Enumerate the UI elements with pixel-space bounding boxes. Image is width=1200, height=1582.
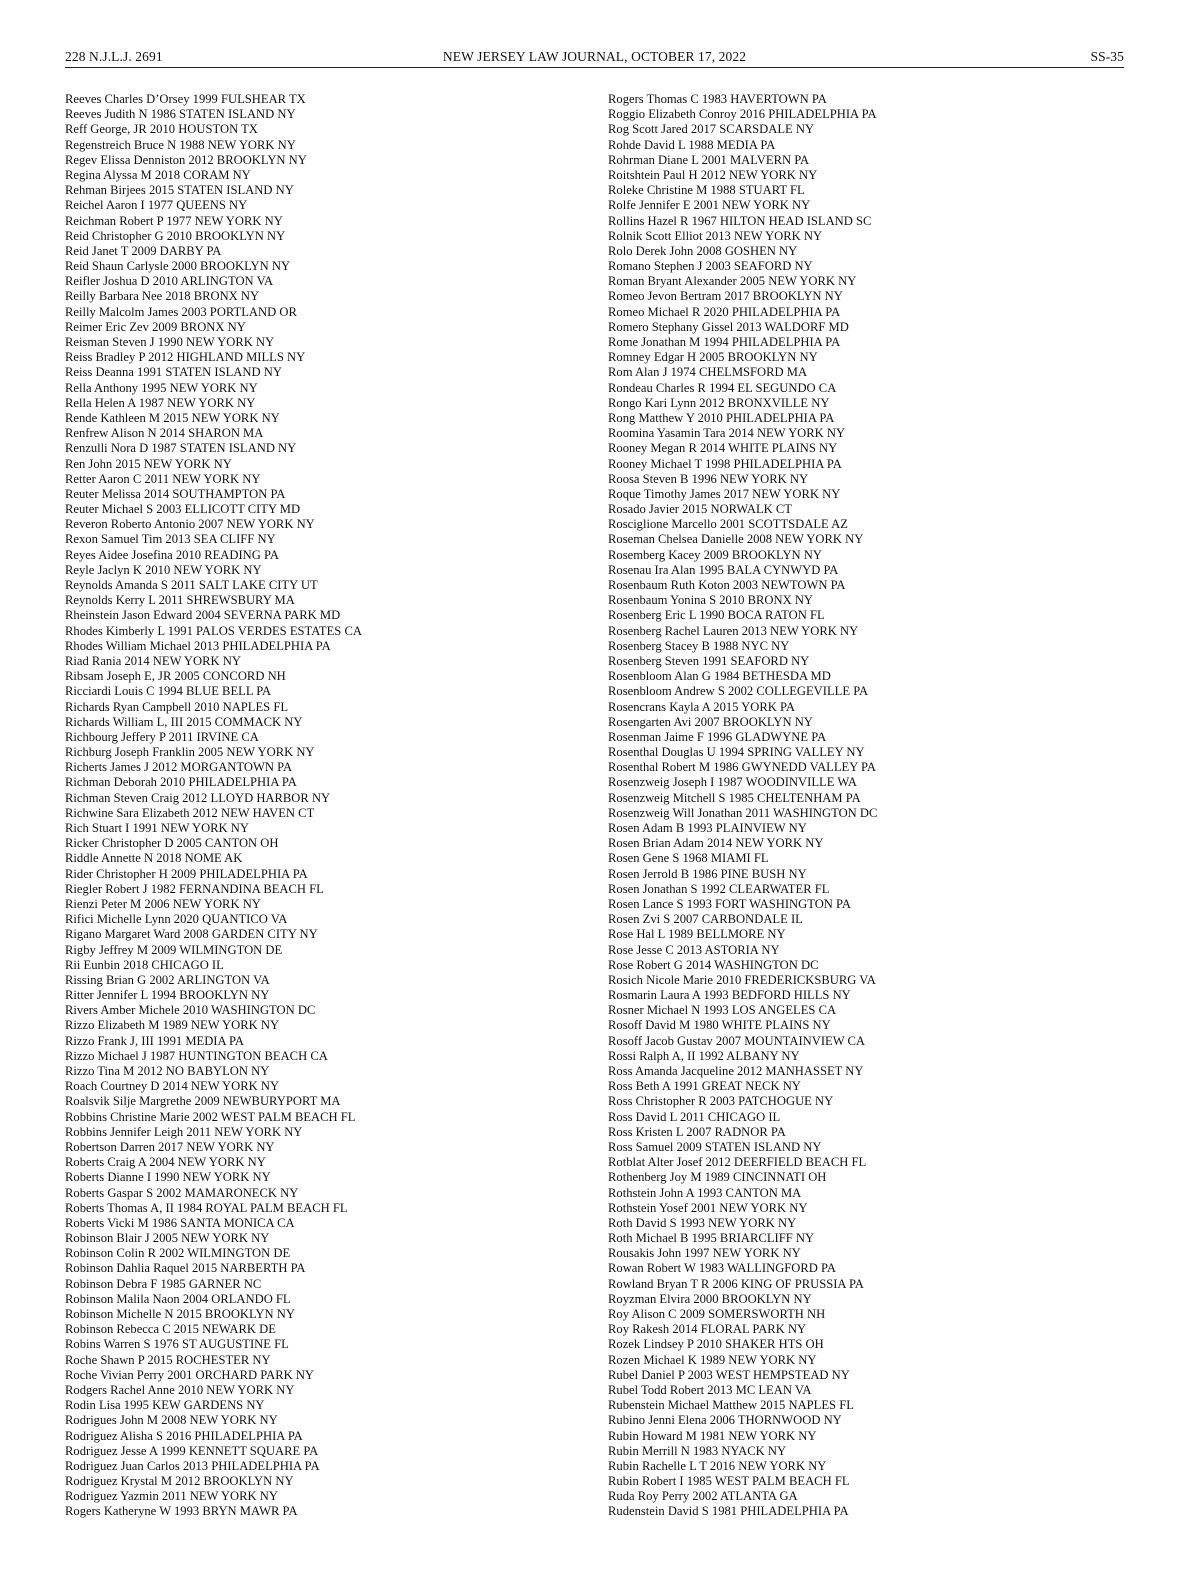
list-item: Rosmarin Laura A 1993 BEDFORD HILLS NY bbox=[608, 988, 851, 1003]
list-item: Reichel Aaron I 1977 QUEENS NY bbox=[65, 198, 248, 213]
page-number: SS-35 bbox=[1090, 49, 1124, 64]
list-item: Reid Shaun Carlysle 2000 BROOKLYN NY bbox=[65, 259, 291, 274]
list-item: Robertson Darren 2017 NEW YORK NY bbox=[65, 1139, 275, 1154]
list-item: Rizzo Elizabeth M 1989 NEW YORK NY bbox=[65, 1018, 280, 1033]
list-item: Rohrman Diane L 2001 MALVERN PA bbox=[608, 152, 810, 167]
list-item: Rosich Nicole Marie 2010 FREDERICKSBURG VA bbox=[608, 972, 876, 987]
list-item: Rosciglione Marcello 2001 SCOTTSDALE AZ bbox=[608, 517, 848, 532]
list-item: Rosoff Jacob Gustav 2007 MOUNTAINVIEW CA bbox=[608, 1033, 866, 1048]
list-item: Rothstein Yosef 2001 NEW YORK NY bbox=[608, 1200, 808, 1215]
list-item: Rii Eunbin 2018 CHICAGO IL bbox=[65, 957, 224, 972]
list-item: Regev Elissa Denniston 2012 BROOKLYN NY bbox=[65, 152, 307, 167]
list-item: Rong Matthew Y 2010 PHILADELPHIA PA bbox=[608, 410, 835, 425]
list-item: Reilly Malcolm James 2003 PORTLAND OR bbox=[65, 304, 297, 319]
list-item: Rosen Zvi S 2007 CARBONDALE IL bbox=[608, 912, 803, 927]
list-item: Rose Hal L 1989 BELLMORE NY bbox=[608, 927, 786, 942]
list-item: Robinson Colin R 2002 WILMINGTON DE bbox=[65, 1246, 291, 1261]
list-item: Rider Christopher H 2009 PHILADELPHIA PA bbox=[65, 866, 308, 881]
list-item: Rozek Lindsey P 2010 SHAKER HTS OH bbox=[608, 1337, 824, 1352]
list-item: Rubin Rachelle L T 2016 NEW YORK NY bbox=[608, 1458, 827, 1473]
list-item: Rosenbloom Alan G 1984 BETHESDA MD bbox=[608, 669, 831, 684]
list-item: Ross Christopher R 2003 PATCHOGUE NY bbox=[608, 1094, 834, 1109]
list-item: Rollins Hazel R 1967 HILTON HEAD ISLAND SC bbox=[608, 213, 872, 228]
list-item: Richerts James J 2012 MORGANTOWN PA bbox=[65, 760, 293, 775]
list-item: Rosen Gene S 1968 MIAMI FL bbox=[608, 851, 769, 866]
list-item: Rosen Brian Adam 2014 NEW YORK NY bbox=[608, 836, 824, 851]
list-item: Romero Stephany Gissel 2013 WALDORF MD bbox=[608, 319, 849, 334]
list-item: Reeves Judith N 1986 STATEN ISLAND NY bbox=[65, 107, 296, 122]
list-item: Rongo Kari Lynn 2012 BRONXVILLE NY bbox=[608, 395, 830, 410]
list-item: Rosenman Jaime F 1996 GLADWYNE PA bbox=[608, 729, 827, 744]
list-item: Ross Beth A 1991 GREAT NECK NY bbox=[608, 1079, 801, 1094]
list-item: Rella Helen A 1987 NEW YORK NY bbox=[65, 395, 256, 410]
list-item: Rowan Robert W 1983 WALLINGFORD PA bbox=[608, 1261, 836, 1276]
list-item: Roman Bryant Alexander 2005 NEW YORK NY bbox=[608, 274, 857, 289]
citation: 228 N.J.L.J. 2691 bbox=[65, 49, 163, 64]
list-item: Ricciardi Louis C 1994 BLUE BELL PA bbox=[65, 684, 272, 699]
list-item: Roggio Elizabeth Conroy 2016 PHILADELPHIA PA bbox=[608, 107, 877, 122]
list-item: Reuter Michael S 2003 ELLICOTT CITY MD bbox=[65, 502, 301, 517]
list-item: Rosner Michael N 1993 LOS ANGELES CA bbox=[608, 1003, 837, 1018]
list-item: Robinson Dahlia Raquel 2015 NARBERTH PA bbox=[65, 1261, 306, 1276]
list-item: Roy Rakesh 2014 FLORAL PARK NY bbox=[608, 1322, 807, 1337]
list-item: Ross Kristen L 2007 RADNOR PA bbox=[608, 1124, 786, 1139]
list-item: Roach Courtney D 2014 NEW YORK NY bbox=[65, 1079, 280, 1094]
list-item: Rosenzweig Will Jonathan 2011 WASHINGTON DC bbox=[608, 805, 878, 820]
list-item: Rodriguez Alisha S 2016 PHILADELPHIA PA bbox=[65, 1428, 303, 1443]
list-item: Regenstreich Bruce N 1988 NEW YORK NY bbox=[65, 137, 296, 152]
list-item: Rella Anthony 1995 NEW YORK NY bbox=[65, 380, 258, 395]
list-item: Rende Kathleen M 2015 NEW YORK NY bbox=[65, 410, 280, 425]
list-item: Rogers Thomas C 1983 HAVERTOWN PA bbox=[608, 92, 827, 106]
list-item: Roche Shawn P 2015 ROCHESTER NY bbox=[65, 1352, 271, 1367]
list-item: Rudenstein David S 1981 PHILADELPHIA PA bbox=[608, 1504, 849, 1519]
list-item: Robinson Blair J 2005 NEW YORK NY bbox=[65, 1231, 270, 1246]
list-item: Reeves Charles D’Orsey 1999 FULSHEAR TX bbox=[65, 92, 306, 106]
list-item: Rosemberg Kacey 2009 BROOKLYN NY bbox=[608, 547, 822, 562]
list-item: Rossi Ralph A, II 1992 ALBANY NY bbox=[608, 1048, 800, 1063]
list-item: Rissing Brian G 2002 ARLINGTON VA bbox=[65, 972, 270, 987]
list-item: Rog Scott Jared 2017 SCARSDALE NY bbox=[608, 122, 815, 137]
list-item: Rubel Daniel P 2003 WEST HEMPSTEAD NY bbox=[608, 1367, 850, 1382]
list-item: Ross Amanda Jacqueline 2012 MANHASSET NY bbox=[608, 1064, 864, 1078]
list-item: Romeo Jevon Bertram 2017 BROOKLYN NY bbox=[608, 289, 843, 304]
list-item: Rubin Robert I 1985 WEST PALM BEACH FL bbox=[608, 1474, 850, 1489]
list-item: Rome Jonathan M 1994 PHILADELPHIA PA bbox=[608, 335, 841, 349]
list-item: Roomina Yasamin Tara 2014 NEW YORK NY bbox=[608, 426, 846, 441]
list-item: Roberts Gaspar S 2002 MAMARONECK NY bbox=[65, 1185, 299, 1200]
list-item: Rodriguez Yazmin 2011 NEW YORK NY bbox=[65, 1489, 278, 1504]
list-item: Reichman Robert P 1977 NEW YORK NY bbox=[65, 213, 283, 228]
list-item: Riegler Robert J 1982 FERNANDINA BEACH FL bbox=[65, 881, 324, 896]
list-item: Rosenberg Rachel Lauren 2013 NEW YORK NY bbox=[608, 623, 859, 638]
list-item: Rigano Margaret Ward 2008 GARDEN CITY NY bbox=[65, 927, 318, 942]
list-item: Rotblat Alter Josef 2012 DEERFIELD BEACH FL bbox=[608, 1155, 867, 1170]
list-item: Rizzo Frank J, III 1991 MEDIA PA bbox=[65, 1033, 244, 1048]
list-item: Rolo Derek John 2008 GOSHEN NY bbox=[608, 243, 798, 258]
list-item: Roitshtein Paul H 2012 NEW YORK NY bbox=[608, 167, 818, 182]
list-item: Rosoff David M 1980 WHITE PLAINS NY bbox=[608, 1018, 831, 1033]
list-item: Roberts Craig A 2004 NEW YORK NY bbox=[65, 1155, 266, 1170]
list-item: Richman Steven Craig 2012 LLOYD HARBOR NY bbox=[65, 790, 331, 805]
list-item: Rosenbaum Ruth Koton 2003 NEWTOWN PA bbox=[608, 578, 846, 592]
list-item: Rhodes Kimberly L 1991 PALOS VERDES ESTATES CA bbox=[65, 623, 362, 638]
list-item: Rosenbloom Andrew S 2002 COLLEGEVILLE PA bbox=[608, 684, 869, 699]
list-item: Reiss Deanna 1991 STATEN ISLAND NY bbox=[65, 365, 282, 380]
list-item: Rosenau Ira Alan 1995 BALA CYNWYD PA bbox=[608, 562, 839, 577]
list-item: Richards Ryan Campbell 2010 NAPLES FL bbox=[65, 699, 289, 714]
list-item: Rivers Amber Michele 2010 WASHINGTON DC bbox=[65, 1003, 316, 1018]
list-item: Reifler Joshua D 2010 ARLINGTON VA bbox=[65, 274, 274, 289]
list-item: Rosenberg Eric L 1990 BOCA RATON FL bbox=[608, 608, 825, 623]
list-item: Roberts Thomas A, II 1984 ROYAL PALM BEACH FL bbox=[65, 1200, 348, 1215]
list-item: Rosengarten Avi 2007 BROOKLYN NY bbox=[608, 714, 813, 729]
list-item: Rehman Birjees 2015 STATEN ISLAND NY bbox=[65, 183, 294, 198]
list-item: Rodriguez Jesse A 1999 KENNETT SQUARE PA bbox=[65, 1443, 319, 1458]
list-item: Reilly Barbara Nee 2018 BRONX NY bbox=[65, 289, 260, 304]
list-item: Richards William L, III 2015 COMMACK NY bbox=[65, 714, 303, 729]
list-item: Ross Samuel 2009 STATEN ISLAND NY bbox=[608, 1139, 822, 1154]
page-header bbox=[65, 49, 1124, 67]
list-item: Rothenberg Joy M 1989 CINCINNATI OH bbox=[608, 1170, 827, 1185]
list-item: Rodriguez Juan Carlos 2013 PHILADELPHIA PA bbox=[65, 1458, 320, 1473]
list-item: Rom Alan J 1974 CHELMSFORD MA bbox=[608, 365, 808, 380]
list-item: Roseman Chelsea Danielle 2008 NEW YORK NY bbox=[608, 532, 864, 547]
list-item: Richburg Joseph Franklin 2005 NEW YORK NY bbox=[65, 745, 315, 760]
list-item: Roberts Vicki M 1986 SANTA MONICA CA bbox=[65, 1215, 295, 1230]
list-item: Rose Jesse C 2013 ASTORIA NY bbox=[608, 942, 780, 957]
list-item: Rubenstein Michael Matthew 2015 NAPLES FL bbox=[608, 1398, 854, 1413]
right-column bbox=[608, 92, 1128, 1520]
list-item: Roth Michael B 1995 BRIARCLIFF NY bbox=[608, 1231, 815, 1246]
list-item: Robbins Christine Marie 2002 WEST PALM BEACH FL bbox=[65, 1109, 356, 1124]
list-item: Reid Janet T 2009 DARBY PA bbox=[65, 243, 222, 258]
list-item: Royzman Elvira 2000 BROOKLYN NY bbox=[608, 1291, 812, 1306]
list-item: Ricker Christopher D 2005 CANTON OH bbox=[65, 836, 279, 851]
list-item: Rosen Jonathan S 1992 CLEARWATER FL bbox=[608, 881, 830, 896]
list-item: Roleke Christine M 1988 STUART FL bbox=[608, 183, 805, 198]
list-item: Rodriguez Krystal M 2012 BROOKLYN NY bbox=[65, 1474, 294, 1489]
list-item: Rosen Adam B 1993 PLAINVIEW NY bbox=[608, 821, 807, 835]
list-item: Rizzo Tina M 2012 NO BABYLON NY bbox=[65, 1064, 270, 1078]
list-item: Rosenberg Steven 1991 SEAFORD NY bbox=[608, 653, 810, 668]
list-item: Rubin Merrill N 1983 NYACK NY bbox=[608, 1443, 787, 1458]
list-item: Rifici Michelle Lynn 2020 QUANTICO VA bbox=[65, 912, 288, 927]
list-item: Roque Timothy James 2017 NEW YORK NY bbox=[608, 486, 841, 501]
list-item: Rexon Samuel Tim 2013 SEA CLIFF NY bbox=[65, 532, 276, 547]
list-item: Rubin Howard M 1981 NEW YORK NY bbox=[608, 1428, 817, 1443]
header-rule bbox=[65, 67, 1124, 68]
list-item: Rosencrans Kayla A 2015 YORK PA bbox=[608, 699, 795, 714]
list-item: Rooney Megan R 2014 WHITE PLAINS NY bbox=[608, 441, 838, 456]
list-item: Romney Edgar H 2005 BROOKLYN NY bbox=[608, 350, 818, 365]
list-item: Roche Vivian Perry 2001 ORCHARD PARK NY bbox=[65, 1367, 315, 1382]
list-item: Robinson Michelle N 2015 BROOKLYN NY bbox=[65, 1307, 295, 1321]
list-item: Roy Alison C 2009 SOMERSWORTH NH bbox=[608, 1307, 826, 1321]
publication-title: NEW JERSEY LAW JOURNAL, OCTOBER 17, 2022 bbox=[442, 49, 747, 64]
list-item: Reid Christopher G 2010 BROOKLYN NY bbox=[65, 228, 286, 243]
list-item: Rhodes William Michael 2013 PHILADELPHIA PA bbox=[65, 638, 331, 653]
list-item: Reveron Roberto Antonio 2007 NEW YORK NY bbox=[65, 517, 315, 532]
list-item: Rowland Bryan T R 2006 KING OF PRUSSIA PA bbox=[608, 1276, 864, 1291]
list-item: Rogers Katheryne W 1993 BRYN MAWR PA bbox=[65, 1504, 298, 1519]
list-item: Rosenberg Stacey B 1988 NYC NY bbox=[608, 638, 790, 653]
list-item: Rose Robert G 2014 WASHINGTON DC bbox=[608, 957, 819, 972]
list-item: Rubel Todd Robert 2013 MC LEAN VA bbox=[608, 1382, 812, 1397]
list-item: Reiss Bradley P 2012 HIGHLAND MILLS NY bbox=[65, 350, 306, 365]
list-item: Rohde David L 1988 MEDIA PA bbox=[608, 137, 776, 152]
list-item: Rosenthal Douglas U 1994 SPRING VALLEY NY bbox=[608, 745, 865, 760]
list-item: Rosenzweig Joseph I 1987 WOODINVILLE WA bbox=[608, 775, 857, 790]
list-item: Roosa Steven B 1996 NEW YORK NY bbox=[608, 471, 809, 486]
list-item: Robins Warren S 1976 ST AUGUSTINE FL bbox=[65, 1337, 289, 1352]
list-item: Renfrew Alison N 2014 SHARON MA bbox=[65, 426, 264, 441]
list-item: Reisman Steven J 1990 NEW YORK NY bbox=[65, 335, 275, 349]
list-item: Ritter Jennifer L 1994 BROOKLYN NY bbox=[65, 988, 270, 1003]
list-item: Reff George, JR 2010 HOUSTON TX bbox=[65, 122, 258, 137]
list-item: Reuter Melissa 2014 SOUTHAMPTON PA bbox=[65, 486, 286, 501]
left-column bbox=[65, 92, 585, 1520]
list-item: Robinson Rebecca C 2015 NEWARK DE bbox=[65, 1322, 276, 1337]
list-item: Rosado Javier 2015 NORWALK CT bbox=[608, 502, 792, 517]
list-item: Rodgers Rachel Anne 2010 NEW YORK NY bbox=[65, 1382, 295, 1397]
list-item: Rich Stuart I 1991 NEW YORK NY bbox=[65, 821, 249, 835]
list-item: Rodrigues John M 2008 NEW YORK NY bbox=[65, 1413, 278, 1428]
list-item: Rousakis John 1997 NEW YORK NY bbox=[608, 1246, 801, 1261]
list-item: Rodin Lisa 1995 KEW GARDENS NY bbox=[65, 1398, 265, 1413]
list-item: Richman Deborah 2010 PHILADELPHIA PA bbox=[65, 775, 297, 790]
list-item: Renzulli Nora D 1987 STATEN ISLAND NY bbox=[65, 441, 297, 456]
list-item: Rubino Jenni Elena 2006 THORNWOOD NY bbox=[608, 1413, 842, 1428]
list-item: Rothstein John A 1993 CANTON MA bbox=[608, 1185, 802, 1200]
list-item: Richbourg Jeffery P 2011 IRVINE CA bbox=[65, 729, 259, 744]
list-item: Rondeau Charles R 1994 EL SEGUNDO CA bbox=[608, 380, 837, 395]
list-item: Reimer Eric Zev 2009 BRONX NY bbox=[65, 319, 246, 334]
list-item: Rosenthal Robert M 1986 GWYNEDD VALLEY PA bbox=[608, 760, 876, 775]
list-item: Rienzi Peter M 2006 NEW YORK NY bbox=[65, 896, 261, 911]
list-item: Regina Alyssa M 2018 CORAM NY bbox=[65, 167, 251, 182]
list-item: Reyes Aidee Josefina 2010 READING PA bbox=[65, 547, 279, 562]
list-item: Ribsam Joseph E, JR 2005 CONCORD NH bbox=[65, 669, 286, 684]
list-item: Riad Rania 2014 NEW YORK NY bbox=[65, 653, 241, 668]
list-item: Rozen Michael K 1989 NEW YORK NY bbox=[608, 1352, 817, 1367]
list-item: Ruda Roy Perry 2002 ATLANTA GA bbox=[608, 1489, 798, 1504]
list-item: Roth David S 1993 NEW YORK NY bbox=[608, 1215, 797, 1230]
list-item: Robinson Debra F 1985 GARNER NC bbox=[65, 1276, 262, 1291]
list-item: Romano Stephen J 2003 SEAFORD NY bbox=[608, 259, 813, 274]
list-item: Rolnik Scott Elliot 2013 NEW YORK NY bbox=[608, 228, 823, 243]
list-item: Riddle Annette N 2018 NOME AK bbox=[65, 851, 243, 866]
list-item: Rosen Jerrold B 1986 PINE BUSH NY bbox=[608, 866, 807, 881]
list-item: Reynolds Kerry L 2011 SHREWSBURY MA bbox=[65, 593, 295, 608]
list-item: Roberts Dianne I 1990 NEW YORK NY bbox=[65, 1170, 271, 1185]
list-item: Rosen Lance S 1993 FORT WASHINGTON PA bbox=[608, 896, 851, 911]
list-item: Rooney Michael T 1998 PHILADELPHIA PA bbox=[608, 456, 842, 471]
list-item: Reyle Jaclyn K 2010 NEW YORK NY bbox=[65, 562, 262, 577]
list-item: Rigby Jeffrey M 2009 WILMINGTON DE bbox=[65, 942, 283, 957]
list-item: Roalsvik Silje Margrethe 2009 NEWBURYPORT MA bbox=[65, 1094, 341, 1109]
list-item: Retter Aaron C 2011 NEW YORK NY bbox=[65, 471, 261, 486]
list-item: Ren John 2015 NEW YORK NY bbox=[65, 456, 232, 471]
list-item: Rheinstein Jason Edward 2004 SEVERNA PARK MD bbox=[65, 608, 341, 623]
list-item: Ross David L 2011 CHICAGO IL bbox=[608, 1109, 781, 1124]
list-item: Robinson Malila Naon 2004 ORLANDO FL bbox=[65, 1291, 291, 1306]
list-item: Rolfe Jennifer E 2001 NEW YORK NY bbox=[608, 198, 811, 213]
list-item: Richwine Sara Elizabeth 2012 NEW HAVEN CT bbox=[65, 805, 315, 820]
list-item: Rosenzweig Mitchell S 1985 CHELTENHAM PA bbox=[608, 790, 861, 805]
list-item: Robbins Jennifer Leigh 2011 NEW YORK NY bbox=[65, 1124, 303, 1139]
list-item: Reynolds Amanda S 2011 SALT LAKE CITY UT bbox=[65, 578, 318, 592]
list-item: Rosenbaum Yonina S 2010 BRONX NY bbox=[608, 593, 814, 608]
list-item: Romeo Michael R 2020 PHILADELPHIA PA bbox=[608, 304, 841, 319]
list-item: Rizzo Michael J 1987 HUNTINGTON BEACH CA bbox=[65, 1048, 328, 1063]
